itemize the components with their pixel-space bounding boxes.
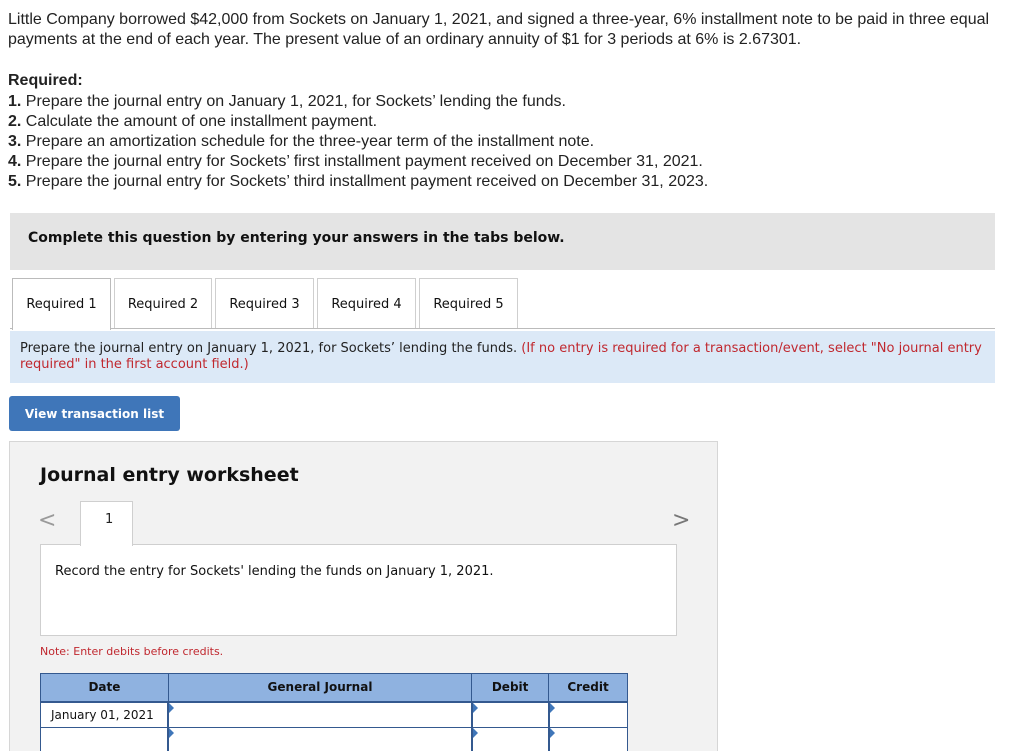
cell-marker-icon — [550, 728, 555, 738]
requirement-text: Prepare the journal entry on January 1, 2021, for Sockets’ lending the funds. — [25, 93, 566, 110]
requirement-text: Calculate the amount of one installment payment. — [25, 113, 378, 130]
debit-input[interactable] — [472, 702, 549, 728]
instruction-main: Prepare the journal entry on January 1, 2021, for Sockets’ lending the funds. — [20, 341, 518, 356]
problem-statement: Little Company borrowed $42,000 from Sockets on January 1, 2021, and signed a three-year, 6% installment note to be paid in three equal payments at the end of each year. The present value of an ordinary annuity of $1 for 3 periods at 6% is 2.67301. — [8, 11, 990, 48]
requirement-number: 5. — [8, 173, 22, 190]
requirement-item — [8, 92, 708, 112]
requirement-item — [8, 132, 708, 152]
cell-marker-icon — [550, 703, 555, 713]
debit-input[interactable] — [472, 728, 549, 751]
journal-header-row — [41, 674, 628, 702]
general-journal-header: General Journal — [168, 674, 471, 702]
tabs-divider — [10, 328, 995, 329]
credit-header: Credit — [549, 674, 628, 702]
requirement-item — [8, 152, 708, 172]
requirement-number: 4. — [8, 153, 22, 170]
debits-credits-note: Note: Enter debits before credits. — [40, 645, 224, 658]
credit-input[interactable] — [549, 702, 628, 728]
account-input[interactable] — [168, 702, 471, 728]
table-row — [41, 702, 628, 728]
worksheet-title: Journal entry worksheet — [40, 464, 299, 486]
requirement-text: Prepare an amortization schedule for the three-year term of the installment note. — [25, 133, 595, 150]
date-header: Date — [41, 674, 169, 702]
tab-instructions — [10, 331, 995, 383]
table-row — [41, 728, 628, 751]
cell-marker-icon — [169, 728, 174, 738]
requirement-tabs — [10, 278, 995, 329]
cell-marker-icon — [473, 728, 478, 738]
tab-required-3[interactable]: Required 3 — [215, 278, 314, 329]
record-instruction-text: Record the entry for Sockets' lending the funds on January 1, 2021. — [55, 564, 494, 579]
account-input[interactable] — [168, 728, 471, 751]
date-cell: January 01, 2021 — [41, 702, 169, 728]
tab-required-2[interactable]: Required 2 — [114, 278, 212, 329]
requirements-list — [8, 92, 708, 192]
record-instruction-box — [40, 544, 677, 636]
view-transaction-list-button[interactable]: View transaction list — [9, 396, 180, 431]
requirement-number: 3. — [8, 133, 22, 150]
instructions-banner — [10, 213, 995, 270]
requirement-number: 2. — [8, 113, 22, 130]
journal-entry-worksheet — [9, 441, 718, 751]
cell-marker-icon — [473, 703, 478, 713]
banner-text: Complete this question by entering your answers in the tabs below. — [28, 230, 565, 246]
credit-input[interactable] — [549, 728, 628, 751]
requirement-text: Prepare the journal entry for Sockets’ first installment payment received on December 31, 2021. — [25, 153, 703, 170]
tab-required-1[interactable]: Required 1 — [12, 278, 111, 330]
entry-page-tab[interactable]: 1 — [80, 501, 133, 546]
instruction-note: (If no entry is required for a transaction/event, select "No journal entry required" in the first account field.) — [20, 341, 982, 372]
cell-marker-icon — [169, 703, 174, 713]
tab-required-4[interactable]: Required 4 — [317, 278, 416, 329]
date-cell — [41, 728, 169, 751]
tab-required-5[interactable]: Required 5 — [419, 278, 518, 329]
journal-table — [40, 673, 628, 751]
debit-header: Debit — [472, 674, 549, 702]
chevron-right-icon[interactable]: > — [672, 508, 691, 533]
chevron-left-icon[interactable]: < — [38, 508, 57, 533]
requirement-item — [8, 112, 708, 132]
requirement-text: Prepare the journal entry for Sockets’ third installment payment received on December 31, 2023. — [25, 173, 709, 190]
required-heading: Required: — [8, 72, 83, 89]
requirement-item — [8, 172, 708, 192]
requirement-number: 1. — [8, 93, 22, 110]
